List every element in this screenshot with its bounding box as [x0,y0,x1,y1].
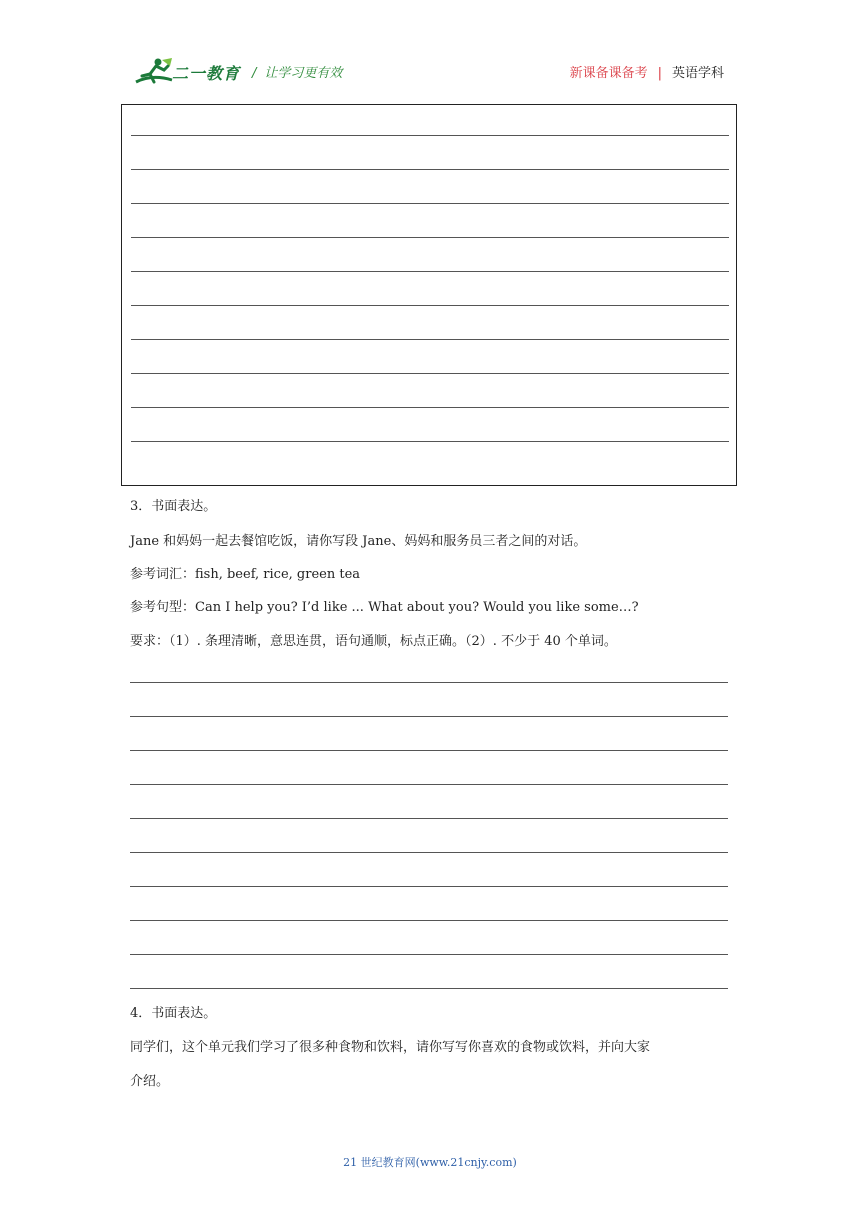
writing-line[interactable] [131,373,729,374]
writing-line[interactable] [130,954,728,955]
writing-line[interactable] [130,920,728,921]
q4-prompt-line1: 同学们，这个单元我们学习了很多种食物和饮料，请你写写你喜欢的食物或饮料，并向大家 [130,1040,651,1055]
writing-line[interactable] [131,407,729,408]
q3-title: 3．书面表达。 [130,499,217,514]
writing-line[interactable] [130,852,728,853]
header-subject [570,62,724,81]
slogan-separator: / [252,66,257,81]
writing-line[interactable] [131,305,729,306]
slogan-text: 让学习更有效 [264,66,343,81]
writing-line[interactable] [131,135,729,136]
header-separator: | [657,66,662,81]
writing-line[interactable] [130,750,728,751]
writing-line[interactable] [131,441,729,442]
writing-line[interactable] [131,271,729,272]
writing-line[interactable] [131,169,729,170]
header-subject-name: 英语学科 [671,66,724,81]
writing-line[interactable] [130,682,728,683]
slogan [252,62,342,81]
page-header [0,0,860,96]
logo-text: 二一教育 [172,64,241,83]
header-course: 新课备课备考 [569,66,648,81]
q3-prompt: Jane 和妈妈一起去餐馆吃饭，请你写段 Jane、妈妈和服务员三者之间的对话。 [130,534,587,549]
writing-line[interactable] [131,237,729,238]
writing-line[interactable] [131,203,729,204]
writing-line[interactable] [130,716,728,717]
writing-line[interactable] [130,988,728,989]
q3-vocab: 参考词汇：fish, beef, rice, green tea [130,567,361,582]
writing-line[interactable] [130,818,728,819]
q4-prompt-line2: 介绍。 [130,1074,170,1089]
writing-line[interactable] [130,784,728,785]
writing-line[interactable] [131,339,729,340]
writing-line[interactable] [130,886,728,887]
page-footer: 21 世纪教育网(www.21cnjy.com) [343,1156,517,1169]
q4-title: 4．书面表达。 [130,1006,217,1021]
answer-box-q2[interactable] [121,104,737,486]
q3-requirements: 要求：（1）. 条理清晰，意思连贯，语句通顺，标点正确。（2）. 不少于 40 个单词。 [130,634,617,649]
q3-sentences: 参考句型：Can I help you? I’d like ... What about you? Would you like some…? [130,600,639,615]
